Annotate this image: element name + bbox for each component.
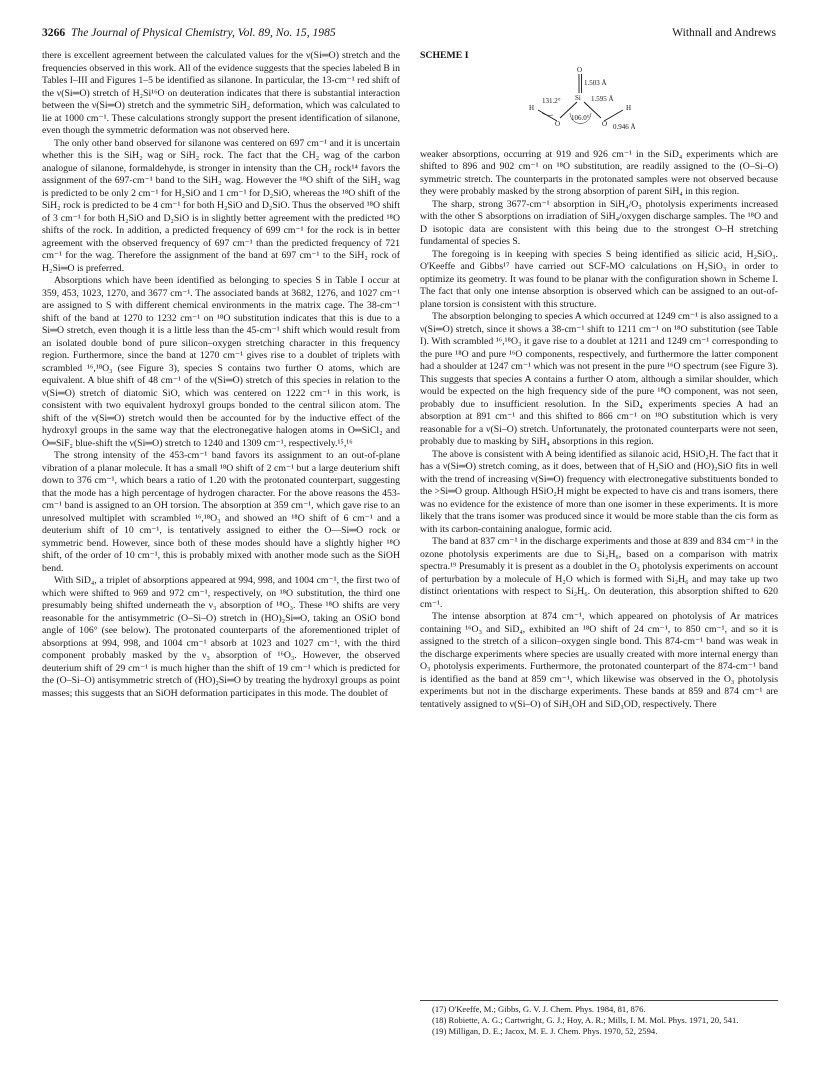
label-o-h: 0.946 Å [613,122,636,131]
paragraph: weaker absorptions, occurring at 919 and 926 cm⁻¹ in the SiD₄ experiments which are shifted to 896 and 902 cm⁻¹ on ¹⁸O substitution, are readily assigned to the (O–Si–O) symmetric stretch. The counterparts in the protonated samples were not observed because they were probably masked by the strong absorption of parent SiH₄ in this region. [420,148,778,197]
paragraph: The sharp, strong 3677-cm⁻¹ absorption in SiH₄/O₃ photolysis experiments increased with the other S absorptions on irradiation of SiH₄/oxygen discharge samples. The ¹⁸O and D isotopic data are consistent with this being due to the strongest O–H stretching fundamental of species S. [420,198,778,247]
reference-item: (19) Milligan, D. E.; Jacox, M. E. J. Chem. Phys. 1970, 52, 2594. [432,1025,658,1036]
paragraph: The band at 837 cm⁻¹ in the discharge experiments and those at 839 and 834 cm⁻¹ in the ozone photolysis experiments are due to Si₂H₆, based on a comparison with matrix spectra.¹⁹ Presumably it is present as a doublet in the O₃ photolysis experiments on account of perturbation by a molecule of H₂O which is formed with Si₂H₆ and may take up two distinct orientations with respect to Si₂H₆. On deuteration, this absorption shifted to 620 cm⁻¹. [420,536,779,610]
header-authors: Withnall and Andrews [672,26,776,39]
label-si-o-double: 1.503 Å [584,78,607,87]
paragraph: The intense absorption at 874 cm⁻¹, which appeared on photolysis of Ar matrices containing ¹⁶O₃ and SiD₄, exhibited an ¹⁸O shift of 24 cm⁻¹, to 850 cm⁻¹, and so it is assigned to the stretch of a silicon–oxygen single bond. This 874-cm⁻¹ band was weak in the discharge experiments where species are usually created with more internal energy than O₃ photolysis experiments. Furthermore, the protonated counterpart of the 874-cm⁻¹ band is identified as the band at 859 cm⁻¹, which likewise was observed in the O₃ photolysis experiments but not in the discharge experiments. These bands at 859 and 874 cm⁻¹ are tentatively assigned to ν(Si–O) of SiH₃OH and SiD₃OD, respectively. There [420,611,778,710]
reference-item: (18) Robiette, A. G.; Cartwright, G. J.; Hoy, A. R.; Mills, I. M. Mol. Phys. 1971, 20, 541. [432,1014,739,1025]
paragraph: The above is consistent with A being identified as silanoic acid, HSiO₂H. The fact that it has a ν(Si═O) stretch coming, as it does, between that of H₂SiO and (HO)₂SiO fits in well with the trend of increasing ν(Si═O) frequency with electronegative substituents bonded to the >Si═O group. Although HSiO₂H might be expected to have cis and trans isomers, there was no evidence for the existence of more than one isomer in these experiments. It is more likely that the trans isomer was produced since it would be more stable than the cis form as with its carbon-containing analogue, formic acid. [420,448,778,535]
paragraph: Absorptions which have been identified as belonging to species S in Table I occur at 359, 453, 1023, 1270, and 3677 cm⁻¹. The associated bands at 3682, 1276, and 1027 cm⁻¹ are assigned to S with different chemical environments in the matrix cage. The 38-cm⁻¹ shift of the band at 1270 to 1232 cm⁻¹ on ¹⁸O substitution indicates that this is due to a Si═O stretch, even though it is a little less than the 45-cm⁻¹ shift which would result from an isolated double bond of pure silicon–oxygen stretching character in this frequency region. Furthermore, since the band at 1270 cm⁻¹ gives rise to a doublet of triplets with scrambled ¹⁶,¹⁸O₃ (see Figure 3), species S contains two further O atoms, which are equivalent. A blue shift of 48 cm⁻¹ of the ν(Si═O) stretch of this species in relation to the ν(Si═O) stretch of diatomic SiO, which was centered on 1222 cm⁻¹ in this work, is consistent with two equivalent hydroxyl groups bonded to the central silicon atom. The shift of the ν(Si═O) stretch would then be accounted for by the inductive effect of the hydroxyl groups in the same way that the electronegative halogen atoms in O═SiCl₂ and O═SiF₂ blue-shift the ν(Si═O) stretch to 1240 and 1309 cm⁻¹, respectively.¹⁵,¹⁶ [42,275,400,449]
paragraph: With SiD₄, a triplet of absorptions appeared at 994, 998, and 1004 cm⁻¹, the first two of which were shifted to 969 and 972 cm⁻¹, respectively, on ¹⁸O substitution, the third one presumably being shifted underneath the ν₃ absorption of ¹⁸O₃. These ¹⁸O shifts are very reasonable for the antisymmetric (O–Si–O) stretch in (HO)₂Si═O, taking an OSiO bond angle of 106° (see below). The protonated counterparts of the aforementioned triplet of absorptions at 994, 998, and 1004 cm⁻¹ absorb at 1023 and 1027 cm⁻¹, with the third component probably masked by the ν₃ absorption of ¹⁶O₃. However, the observed deuterium shift of 29 cm⁻¹ is much higher than the shift of 19 cm⁻¹ which is predicted for the (O–Si–O) antisymmetric stretch of (HO)₂Si═O by treating the hydroxyl groups as point masses; this suggests that an SiOH deformation participates in this mode. The doublet of [42,575,400,699]
paragraph: there is excellent agreement between the calculated values for the ν(Si═O) stretch and the frequencies observed in this work. All of the evidence suggests that the species labeled B in Tables I–III and Figures 1–5 be identified as silanone. In particular, the 13-cm⁻¹ red shift of the ν(Si═O) stretch of H₂Si¹⁶O on deuteration indicates that there is substantial interaction between the ν(Si═O) stretch and the symmetric SiH₂ deformation, which was calculated to lie at 1000 cm⁻¹. These calculations strongly support the present identification of silanone, even though the symmetric deformation was not observed here. [42,50,400,136]
silicic-acid-structure [420,63,778,145]
paragraph: The absorption belonging to species A which occurred at 1249 cm⁻¹ is also assigned to a ν(Si═O) stretch, since it shows a 38-cm⁻¹ shift to 1211 cm⁻¹ on ¹⁸O substitution (see Table I). With scrambled ¹⁶,¹⁸O₃ it gave rise to a doublet at 1211 and 1249 cm⁻¹ corresponding to the pure ¹⁸O and pure ¹⁶O components, respectively, and furthermore the latter component had a shoulder at 1247 cm⁻¹ which was not present in the pure ¹⁶O spectrum (see Figure 3). This suggests that species A contains a further O atom, although a similar shoulder, which would be expected on the high frequency side of the pure ¹⁸O component, was not seen, probably due to insufficient resolution. In the SiD₄ experiments species A had an absorption at 891 cm⁻¹ and this shifted to 866 cm⁻¹ on ¹⁸O substitution which is very reasonable for a ν(Si–O) stretch. Unfortunately, the protonated counterparts were not seen, probably due to masking by SiH₄ absorptions in this region. [420,311,778,447]
running-header [42,26,776,42]
atom-o-right: O [602,119,608,128]
atom-h-right: H [626,103,632,112]
atom-o-left: O [555,119,561,128]
atom-o-top: O [577,65,583,74]
journal-citation: The Journal of Physical Chemistry, Vol. 89, No. 15, 1985 [70,26,336,39]
page-number: 3266 [42,26,66,39]
label-si-o-single: 1.595 Å [591,94,614,103]
scheme-title: SCHEME I [420,50,469,61]
atom-h-left: H [529,103,535,112]
label-angle-osio: 106.0° [571,113,590,122]
paragraph: The foregoing is in keeping with species S being identified as silicic acid, H₂SiO₃. O'Keeffe and Gibbs¹⁷ have carried out SCF-MO calculations on H₂SiO₃ in order to optimize its geometry. It was found to be planar with the configuration shown in Scheme I. The fact that only one intense absorption is observed which can be assigned to an out-of-plane torsion is consistent with this structure. [420,248,778,310]
header-left [42,26,336,39]
scheme-structure [420,63,778,145]
atom-si: Si [575,93,581,102]
paragraph: The only other band observed for silanone was centered on 697 cm⁻¹ and it is uncertain whether this is the SiH₂ wag or SiH₂ rock. The fact that the CH₂ wag of the carbon analogue of silanone, formaldehyde, is stronger in intensity than the CH₂ rock¹⁴ favors the assignment of the 697-cm⁻¹ band to the SiH₂ wag. However the ¹⁸O shift of the SiH₂ wag is predicted to be only 2 cm⁻¹ for H₂SiO and 1 cm⁻¹ for D₂SiO, whereas the ¹⁸O shift of the SiH₂ rock is predicted to be 4 cm⁻¹ for both H₂SiO and D₂SiO. Thus the observed ¹⁸O shift of 3 cm⁻¹ for both H₂SiO and D₂SiO is in slightly better agreement with the predicted ¹⁸O shifts of the rock. In addition, a predicted frequency of 699 cm⁻¹ for the rock is in better agreement with the observed frequency of 697 cm⁻¹ than the predicted frequency of 721 cm⁻¹ for the wag. Therefore the assignment of the band at 697 cm⁻¹ to the SiH₂ rock of H₂Si═O is preferred. [42,137,400,274]
right-column [420,50,778,711]
paragraph: The strong intensity of the 453-cm⁻¹ band favors its assignment to an out-of-plane vibration of a planar molecule. It has a small ¹⁸O shift of 2 cm⁻¹ but a large deuterium shift down to 376 cm⁻¹, which bears a ratio of 1.20 with the protonated counterpart, suggesting that the mode has a high percentage of hydrogen character. For the above reasons the 453-cm⁻¹ band is assigned to an OH torsion. The absorption at 359 cm⁻¹, which gave rise to an unresolved multiplet with scrambled ¹⁶,¹⁸O₃ and showed an ¹⁸O shift of 6 cm⁻¹ and a deuterium shift of 10 cm⁻¹, is tentatively assigned to either the O—Si═O rock or symmetric bend. However, since both of these modes should have a slightly higher ¹⁸O shift, of the order of 10 cm⁻¹, this is probably mixed with another mode such as the SiOH bend. [42,450,400,574]
left-column [42,50,400,700]
label-angle-sioh: 131.2° [542,96,561,105]
footnote-references [420,1000,778,1036]
reference-item: (17) O'Keeffe, M.; Gibbs, G. V. J. Chem. Phys. 1984, 81, 876. [432,1004,646,1014]
